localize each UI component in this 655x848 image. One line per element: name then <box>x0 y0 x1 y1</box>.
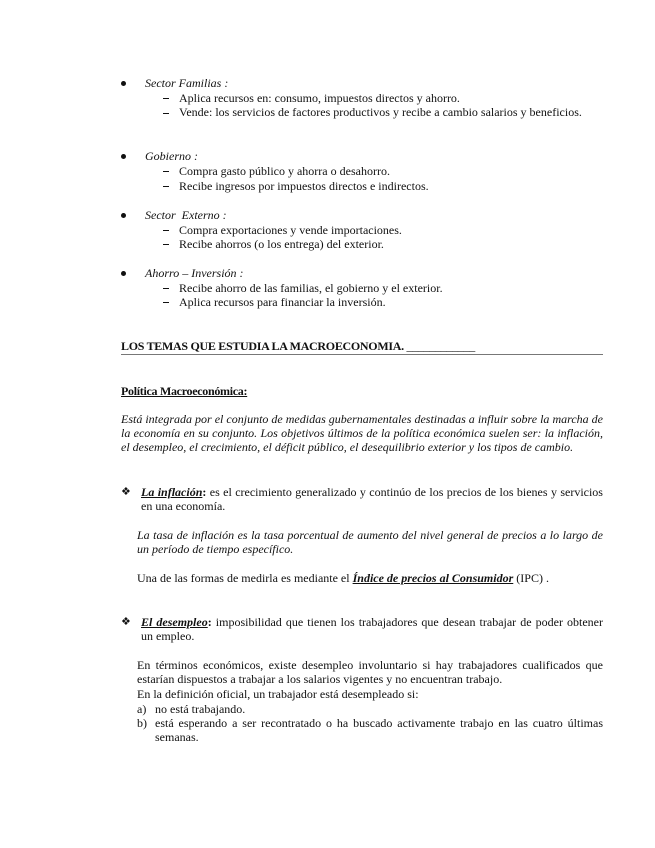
sector-item: Recibe ahorro de las familias, el gobierno y el exterior. <box>179 281 443 295</box>
unemployment-official-intro: En la definición oficial, un trabajador está desempleado si: <box>137 687 419 701</box>
bullet-icon <box>121 271 126 276</box>
inflation-measure-suffix: (IPC) . <box>513 571 549 585</box>
dash-icon <box>163 230 169 231</box>
dash-icon <box>163 288 169 289</box>
sector-title: Sector Externo : <box>145 208 227 222</box>
diamond-bullet-icon: ❖ <box>121 616 131 628</box>
unemployment-term: El desempleo <box>141 615 208 629</box>
bullet-icon <box>121 154 126 159</box>
section-divider <box>121 354 603 355</box>
unemployment-paragraph: En términos económicos, existe desempleo involuntario si hay trabajadores cualificados que estarían dispuestos a trabajar a los salarios vigentes y no encuentran trabajo. <box>137 658 603 686</box>
sector-item: Aplica recursos en: consumo, impuestos directos y ahorro. <box>179 91 460 105</box>
condition-marker: a) <box>137 702 147 716</box>
section-heading <box>121 339 475 353</box>
inflation-term: La inflación <box>141 485 203 499</box>
inflation-colon: : <box>202 485 207 499</box>
dash-icon <box>163 113 169 114</box>
dash-icon <box>163 244 169 245</box>
unemployment-colon: : <box>207 615 212 629</box>
inflation-measure-term: Índice de precios al Consumidor <box>352 571 514 585</box>
dash-icon <box>163 186 169 187</box>
sector-item: Aplica recursos para financiar la inversión. <box>179 295 386 309</box>
dash-icon <box>163 302 169 303</box>
unemployment-definition <box>141 615 603 643</box>
dash-icon <box>163 171 169 172</box>
sector-title: Sector Familias : <box>145 76 229 90</box>
section-heading-text: LOS TEMAS QUE ESTUDIA LA MACROECONOMIA. <box>121 339 404 353</box>
policy-paragraph: Está integrada por el conjunto de medidas gubernamentales destinadas a influir sobre la marcha de la economía en su conjunto. Los objetivos últimos de la política económica suelen ser: la inflación, el desempleo, el crecimiento, el déficit público, el desequilibrio exterior y los tipos de cambio. <box>121 412 603 454</box>
inflation-measure-prefix: Una de las formas de medirla es mediante el <box>137 571 353 585</box>
sector-item: Vende: los servicios de factores productivos y recibe a cambio salarios y beneficios. <box>179 105 582 119</box>
sector-title: Ahorro – Inversión : <box>145 266 244 280</box>
inflation-rate-text: La tasa de inflación es la tasa porcentual de aumento del nivel general de precios a lo largo de un período de tiempo específico. <box>137 528 603 556</box>
policy-title: Política Macroeconómica: <box>121 384 248 398</box>
dash-icon <box>163 98 169 99</box>
section-heading-blank: ____________ <box>406 339 475 353</box>
inflation-definition <box>141 485 603 513</box>
sector-item: Recibe ingresos por impuestos directos e indirectos. <box>179 179 429 193</box>
sector-title: Gobierno : <box>145 149 198 163</box>
inflation-definition-text: es el crecimiento generalizado y continúo de los precios de los bienes y servicios en una economía. <box>141 485 603 513</box>
bullet-icon <box>121 81 126 86</box>
condition-text: está esperando a ser recontratado o ha buscado activamente trabajo en las cuatro últimas semanas. <box>155 716 603 744</box>
sector-item: Compra gasto público y ahorra o desahorro. <box>179 164 390 178</box>
sector-item: Compra exportaciones y vende importaciones. <box>179 223 402 237</box>
sector-item: Recibe ahorros (o los entrega) del exterior. <box>179 237 384 251</box>
inflation-measure <box>137 571 549 585</box>
bullet-icon <box>121 213 126 218</box>
condition-text: no está trabajando. <box>155 702 246 716</box>
diamond-bullet-icon: ❖ <box>121 486 131 498</box>
condition-marker: b) <box>137 716 147 730</box>
unemployment-definition-text: imposibilidad que tienen los trabajadores que desean trabajar de poder obtener un empleo. <box>141 615 604 643</box>
